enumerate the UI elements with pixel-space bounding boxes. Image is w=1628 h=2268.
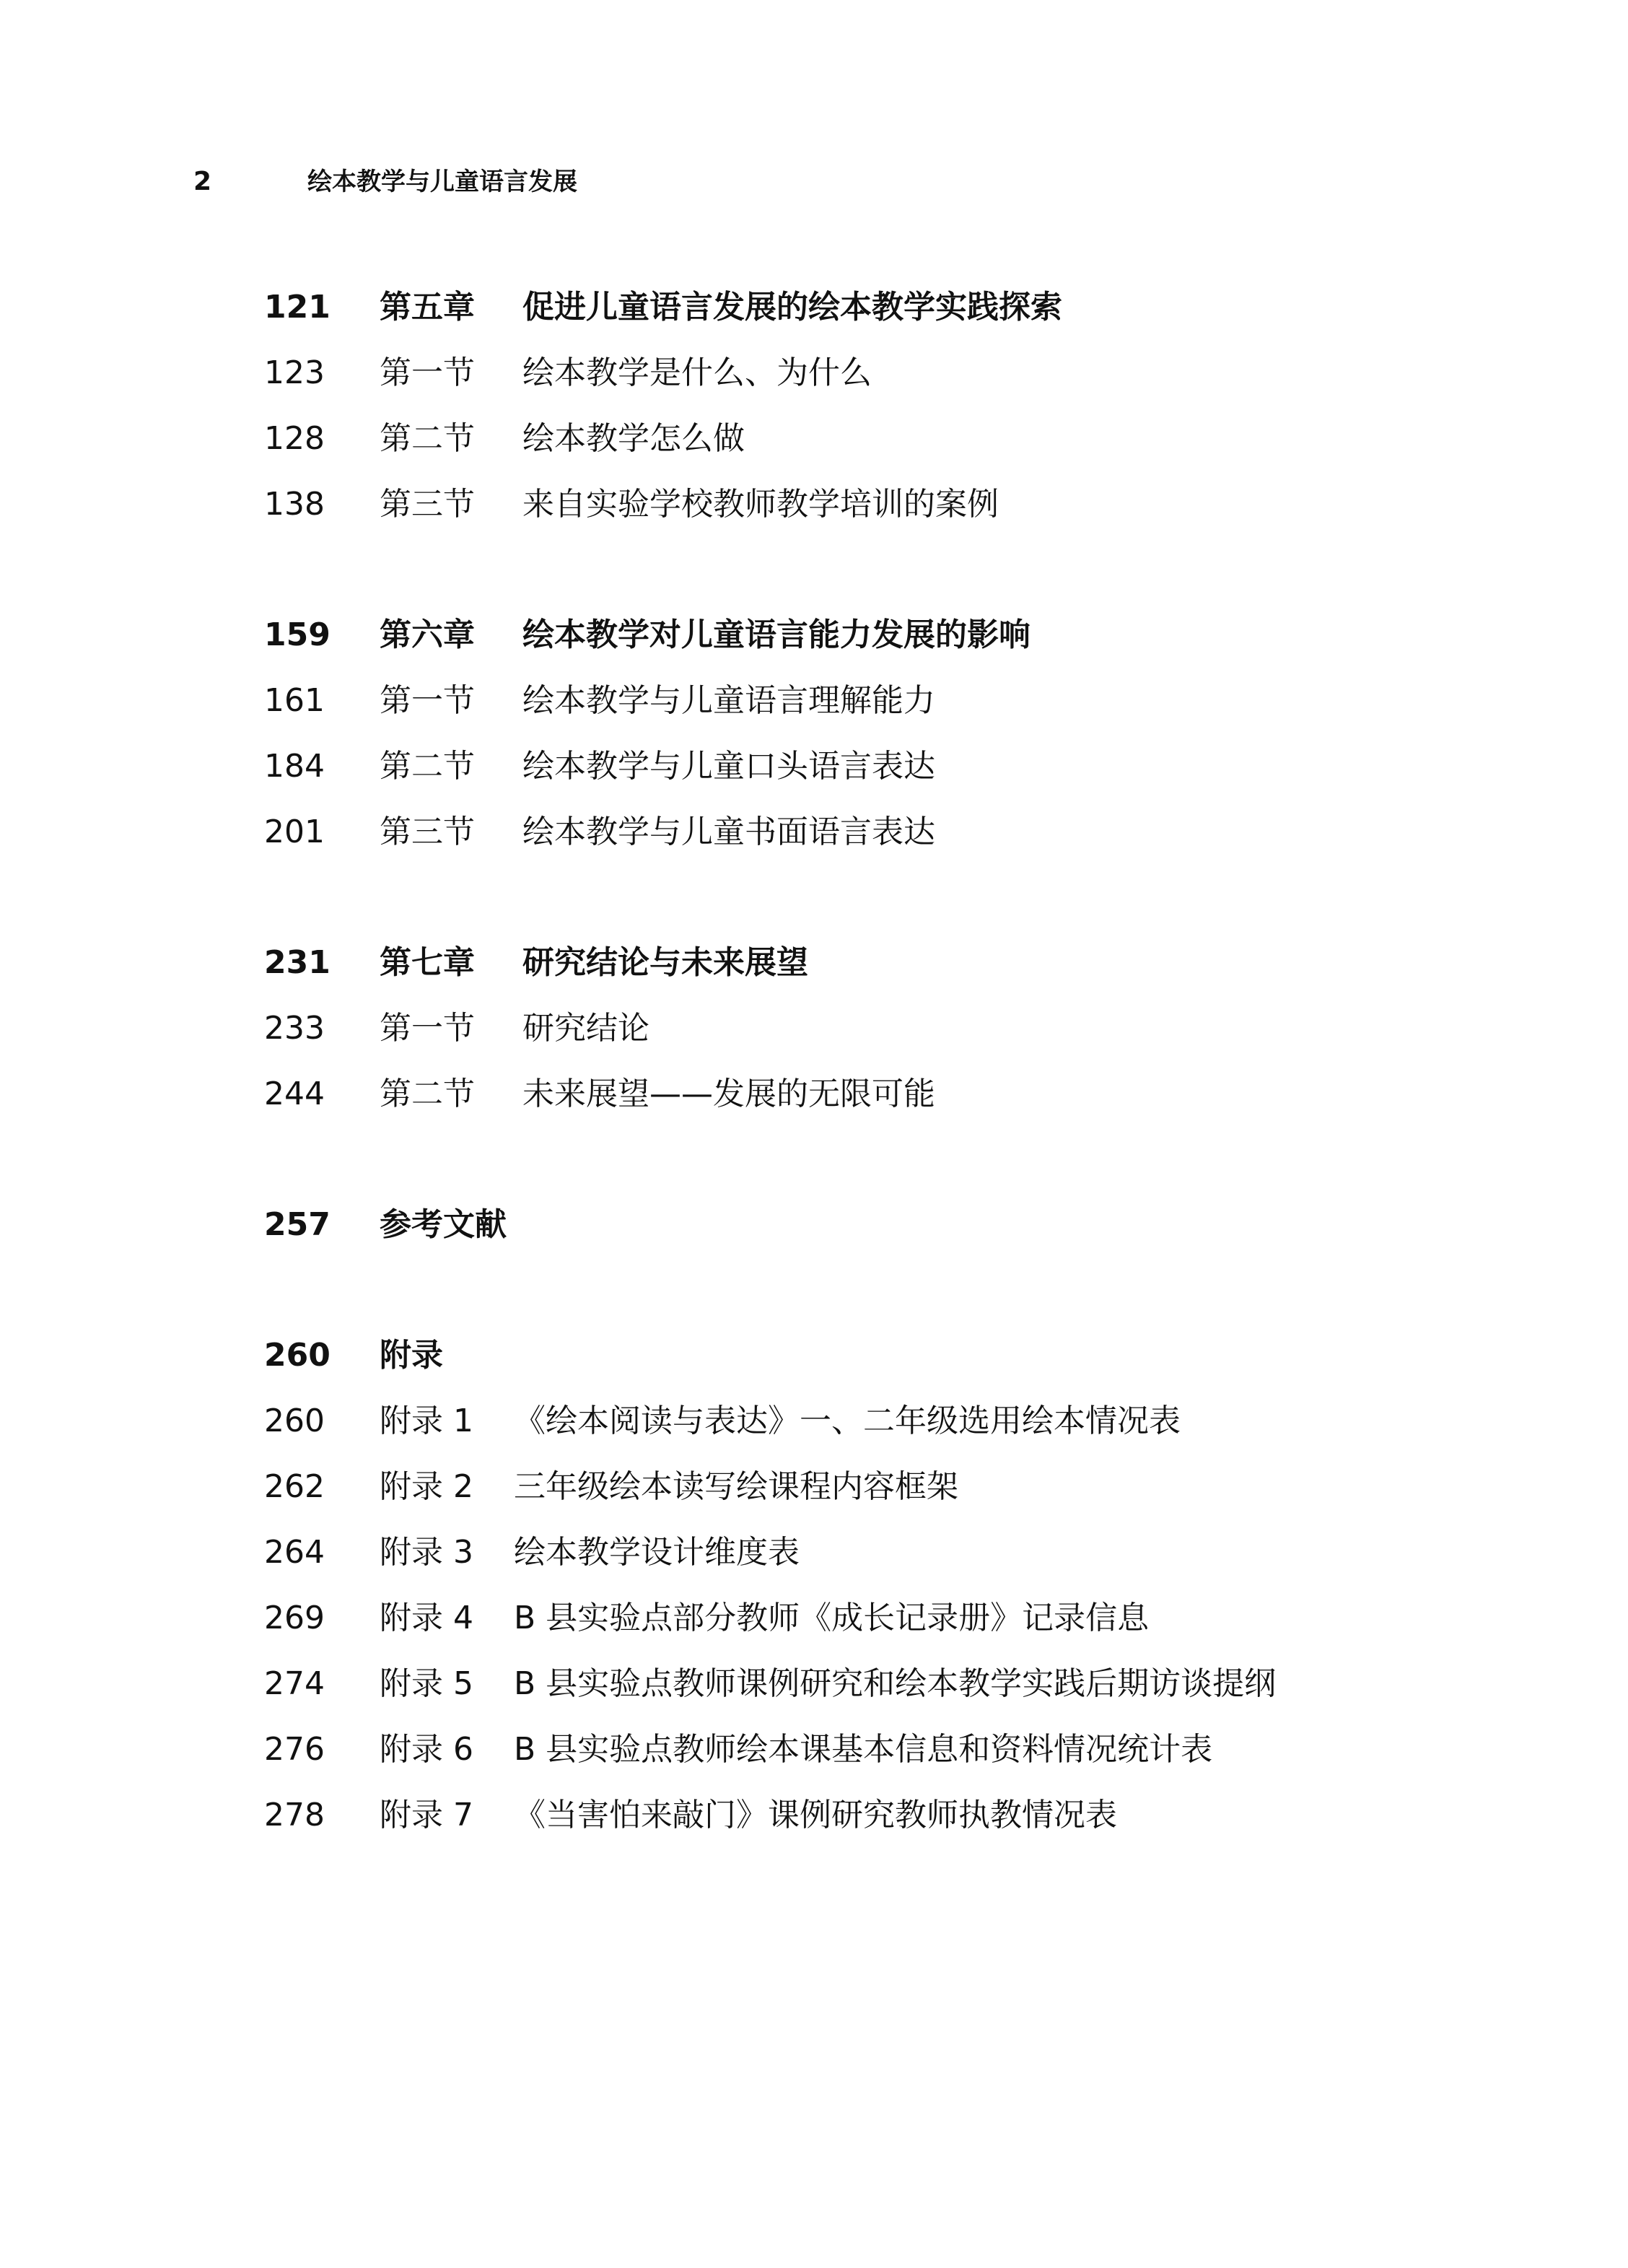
- toc-page-number: 269: [264, 1600, 325, 1636]
- toc-title: 绘本教学与儿童语言理解能力: [522, 682, 935, 719]
- toc-page-number: 123: [264, 354, 325, 391]
- toc-label: 附录 1: [380, 1403, 473, 1439]
- toc-label: 第一节: [380, 682, 475, 719]
- toc-section[interactable]: [264, 733, 1419, 799]
- toc-chapter-6[interactable]: [264, 602, 1419, 668]
- toc-section[interactable]: [264, 340, 1419, 406]
- toc-label: 第六章: [380, 616, 475, 653]
- toc-section[interactable]: [264, 995, 1419, 1061]
- toc-title: 促进儿童语言发展的绘本教学实践探索: [522, 289, 1062, 326]
- toc-appendix-item[interactable]: [264, 1585, 1419, 1651]
- toc-section[interactable]: [264, 1061, 1419, 1127]
- toc-label: 第三节: [380, 814, 475, 850]
- toc-label: 参考文献: [380, 1206, 507, 1243]
- toc-label: 第七章: [380, 944, 475, 981]
- toc-title: 绘本教学与儿童口头语言表达: [522, 748, 935, 785]
- toc-page-number: 274: [264, 1665, 325, 1702]
- toc-page-number: 260: [264, 1403, 325, 1439]
- toc-label: 第二节: [380, 420, 475, 457]
- toc-page-number: 201: [264, 814, 325, 850]
- toc-label: 附录 4: [380, 1600, 473, 1636]
- toc-label: 第二节: [380, 748, 475, 785]
- toc-label: 附录 6: [380, 1731, 473, 1768]
- toc-label: 第一节: [380, 354, 475, 391]
- toc-page-number: 231: [264, 944, 331, 981]
- toc-title: 绘本教学对儿童语言能力发展的影响: [522, 616, 1030, 653]
- toc-label: 第二节: [380, 1076, 475, 1112]
- toc-page-number: 233: [264, 1010, 325, 1047]
- toc-title: 《当害怕来敲门》课例研究教师执教情况表: [514, 1797, 1117, 1833]
- running-title: 绘本教学与儿童语言发展: [307, 167, 577, 196]
- page-number: 2: [193, 167, 212, 196]
- toc-chapter-7[interactable]: [264, 930, 1419, 995]
- toc-title: 绘本教学与儿童书面语言表达: [522, 814, 935, 850]
- toc-title: B 县实验点部分教师《成长记录册》记录信息: [514, 1600, 1150, 1636]
- toc-page-number: 262: [264, 1468, 325, 1505]
- toc-page-number: 257: [264, 1206, 331, 1243]
- toc-label: 附录 3: [380, 1534, 473, 1571]
- toc-appendix-item[interactable]: [264, 1519, 1419, 1585]
- toc-page-number: 184: [264, 748, 325, 785]
- toc-title: 绘本教学设计维度表: [514, 1534, 800, 1571]
- toc-label: 第三节: [380, 486, 475, 523]
- toc-references[interactable]: [264, 1192, 1419, 1257]
- toc-appendix-item[interactable]: [264, 1651, 1419, 1717]
- toc-label: 第五章: [380, 289, 475, 326]
- toc-section[interactable]: [264, 406, 1419, 471]
- toc-appendix-item[interactable]: [264, 1388, 1419, 1454]
- toc-title: 研究结论: [522, 1010, 649, 1047]
- toc-label: 附录: [380, 1337, 443, 1374]
- toc-title: 来自实验学校教师教学培训的案例: [522, 486, 999, 523]
- toc-page-number: 276: [264, 1731, 325, 1768]
- toc-page-number: 128: [264, 420, 325, 457]
- toc-label: 附录 2: [380, 1468, 473, 1505]
- toc-page-number: 121: [264, 289, 331, 326]
- toc-label: 附录 5: [380, 1665, 473, 1702]
- toc-page-number: 161: [264, 682, 325, 719]
- toc-page-number: 159: [264, 616, 331, 653]
- toc-appendix-item[interactable]: [264, 1782, 1419, 1848]
- toc-appendix-item[interactable]: [264, 1717, 1419, 1782]
- running-header: [0, 160, 1628, 204]
- toc-appendix-item[interactable]: [264, 1454, 1419, 1519]
- table-of-contents: [264, 274, 1419, 1848]
- toc-title: 绘本教学怎么做: [522, 420, 745, 457]
- toc-page-number: 138: [264, 486, 325, 523]
- toc-title: 研究结论与未来展望: [522, 944, 808, 981]
- toc-title: 三年级绘本读写绘课程内容框架: [514, 1468, 958, 1505]
- toc-appendix[interactable]: [264, 1322, 1419, 1388]
- toc-label: 第一节: [380, 1010, 475, 1047]
- toc-title: B 县实验点教师绘本课基本信息和资料情况统计表: [514, 1731, 1213, 1768]
- toc-title: 绘本教学是什么、为什么: [522, 354, 872, 391]
- toc-label: 附录 7: [380, 1797, 473, 1833]
- toc-title: 《绘本阅读与表达》一、二年级选用绘本情况表: [514, 1403, 1181, 1439]
- toc-chapter-5[interactable]: [264, 274, 1419, 340]
- toc-title: 未来展望——发展的无限可能: [522, 1076, 935, 1112]
- toc-page-number: 260: [264, 1337, 331, 1374]
- toc-page-number: 278: [264, 1797, 325, 1833]
- toc-page-number: 244: [264, 1076, 325, 1112]
- toc-section[interactable]: [264, 668, 1419, 733]
- toc-title: B 县实验点教师课例研究和绘本教学实践后期访谈提纲: [514, 1665, 1277, 1702]
- toc-section[interactable]: [264, 799, 1419, 865]
- toc-page-number: 264: [264, 1534, 325, 1571]
- toc-section[interactable]: [264, 471, 1419, 537]
